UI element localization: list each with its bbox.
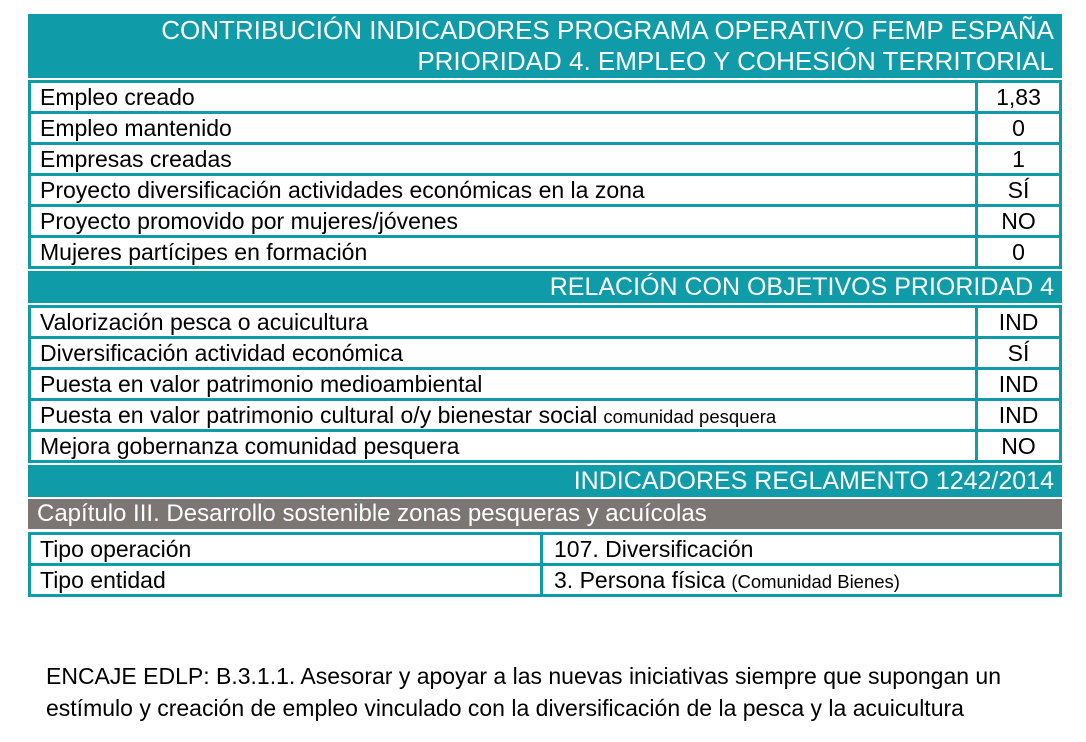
edlp-note: ENCAJE EDLP: B.3.1.1. Asesorar y apoyar a las nuevas iniciativas siempre que supongan un estímulo y creación de empleo vinculado con la diversificación de la pesca y la acuicultura xyxy=(46,663,1002,721)
row-value: SÍ xyxy=(975,339,1059,367)
section-band-relacion-objetivos: RELACIÓN CON OBJETIVOS PRIORIDAD 4 xyxy=(28,271,1062,303)
row-label-text: Empresas creadas xyxy=(40,146,232,172)
row-label-text: Puesta en valor patrimonio cultural o/y bienestar social xyxy=(40,402,598,428)
table-row xyxy=(28,367,1062,401)
table-row xyxy=(28,305,1062,339)
table-row xyxy=(28,532,1062,566)
row-label xyxy=(31,207,975,235)
chapter-band: Capítulo III. Desarrollo sostenible zonas pesqueras y acuícolas xyxy=(28,499,1062,529)
row-value xyxy=(543,535,1059,563)
row-label xyxy=(31,535,543,563)
row-value-small-text: (Comunidad Bienes) xyxy=(731,571,900,592)
table-row xyxy=(28,563,1062,597)
row-label-text: Proyecto diversificación actividades económicas en la zona xyxy=(40,177,645,203)
row-value: IND xyxy=(975,308,1059,336)
row-label xyxy=(31,339,975,367)
row-label xyxy=(31,176,975,204)
row-value-text: 3. Persona física xyxy=(554,567,726,593)
table-title-line2: PRIORIDAD 4. EMPLEO Y COHESIÓN TERRITORIAL xyxy=(417,46,1054,76)
row-label xyxy=(31,370,975,398)
table-row xyxy=(28,336,1062,370)
table-row xyxy=(28,235,1062,269)
indicators-table xyxy=(28,14,1062,597)
table-title-band xyxy=(28,14,1062,78)
row-label xyxy=(31,401,975,429)
row-label xyxy=(31,238,975,266)
row-value-text: 107. Diversificación xyxy=(554,536,754,562)
row-value: NO xyxy=(975,432,1059,460)
section-band-indicadores-reglamento: INDICADORES REGLAMENTO 1242/2014 xyxy=(28,465,1062,497)
row-label-small-text: comunidad pesquera xyxy=(603,406,777,427)
table-row xyxy=(28,111,1062,145)
row-value: SÍ xyxy=(975,176,1059,204)
row-value: 0 xyxy=(975,114,1059,142)
row-label xyxy=(31,308,975,336)
row-label-text: Valorización pesca o acuicultura xyxy=(40,309,369,335)
row-value: IND xyxy=(975,401,1059,429)
row-label-text: Empleo creado xyxy=(40,84,195,110)
row-label xyxy=(31,432,975,460)
row-value xyxy=(543,566,1059,594)
row-label xyxy=(31,114,975,142)
row-label-text: Mujeres partícipes en formación xyxy=(40,239,368,265)
row-label-text: Puesta en valor patrimonio medioambiental xyxy=(40,371,483,397)
row-value: 1 xyxy=(975,145,1059,173)
row-label-text: Empleo mantenido xyxy=(40,115,232,141)
row-value: 0 xyxy=(975,238,1059,266)
row-label xyxy=(31,566,543,594)
row-label xyxy=(31,83,975,111)
row-label xyxy=(31,145,975,173)
table-row xyxy=(28,173,1062,207)
row-label-text: Tipo operación xyxy=(40,536,192,562)
row-label-text: Mejora gobernanza comunidad pesquera xyxy=(40,433,460,459)
row-label-text: Tipo entidad xyxy=(40,567,166,593)
table-row xyxy=(28,80,1062,114)
table-row xyxy=(28,429,1062,463)
table-row xyxy=(28,204,1062,238)
table-row xyxy=(28,142,1062,176)
table-title-line1: CONTRIBUCIÓN INDICADORES PROGRAMA OPERATIVO FEMP ESPAÑA xyxy=(161,15,1054,45)
row-value: 1,83 xyxy=(975,83,1059,111)
row-label-text: Proyecto promovido por mujeres/jóvenes xyxy=(40,208,459,234)
row-value: NO xyxy=(975,207,1059,235)
row-label-text: Diversificación actividad económica xyxy=(40,340,404,366)
row-value: IND xyxy=(975,370,1059,398)
table-row xyxy=(28,398,1062,432)
